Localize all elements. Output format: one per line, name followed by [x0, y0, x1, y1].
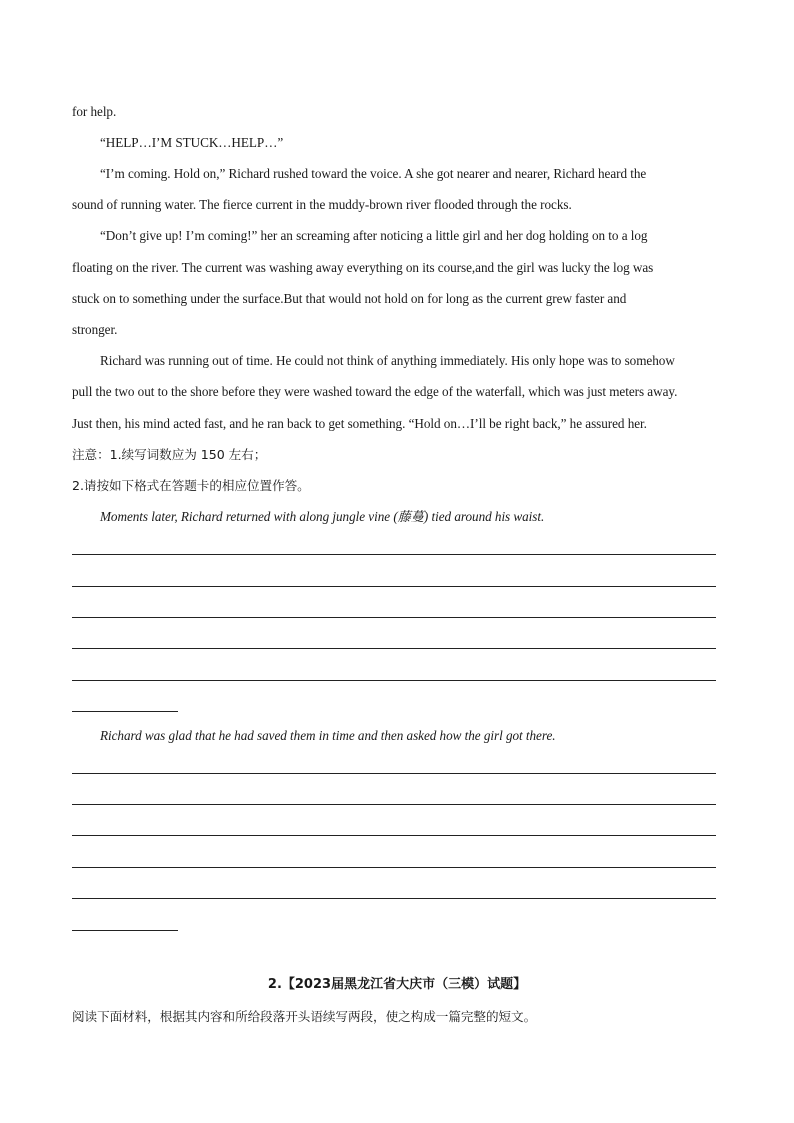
note-answer-format: 2.请按如下格式在答题卡的相应位置作答。: [72, 478, 310, 493]
answer-line: [72, 898, 716, 899]
story-text-line: sound of running water. The fierce current in the muddy-brown river flooded through the rocks.: [72, 197, 572, 212]
story-text-line: stuck on to something under the surface.But that would not hold on for long as the current grew faster and: [72, 291, 627, 306]
story-text-line: stronger.: [72, 322, 118, 337]
story-text-line: Just then, his mind acted fast, and he ran back to get something. “Hold on…I’ll be right back,” he assured her.: [72, 416, 647, 431]
answer-line: [72, 586, 716, 587]
story-text-line: pull the two out to the shore before they were washed toward the edge of the waterfall, which was just meters away.: [72, 384, 678, 399]
answer-line: [72, 617, 716, 618]
answer-line-short: [72, 930, 178, 931]
paragraph-2-opening: Richard was glad that he had saved them in time and then asked how the girl got there.: [100, 728, 556, 743]
answer-line: [72, 554, 716, 555]
answer-line: [72, 867, 716, 868]
answer-line: [72, 804, 716, 805]
story-text-line: “I’m coming. Hold on,” Richard rushed toward the voice. A she got nearer and nearer, Richard heard the: [100, 166, 647, 181]
story-text-line: “HELP…I’M STUCK…HELP…”: [100, 135, 284, 150]
answer-line: [72, 648, 716, 649]
answer-line: [72, 835, 716, 836]
answer-line: [72, 680, 716, 681]
story-text-line: for help.: [72, 104, 117, 119]
question-2-heading: 2.【2023届黑龙江省大庆市（三模）试题】: [267, 977, 527, 992]
story-text-line: Richard was running out of time. He could not think of anything immediately. His only hope was to somehow: [100, 353, 675, 368]
note-word-count: 注意：1.续写词数应为 150 左右；: [72, 447, 267, 462]
question-2-instruction: 阅读下面材料，根据其内容和所给段落开头语续写两段，使之构成一篇完整的短文。: [72, 1009, 537, 1024]
paragraph-1-opening: Moments later, Richard returned with along jungle vine (藤蔓) tied around his waist.: [100, 509, 545, 524]
answer-line-short: [72, 711, 178, 712]
story-text-line: floating on the river. The current was washing away everything on its course,and the girl was lucky the log was: [72, 260, 654, 275]
answer-line: [72, 773, 716, 774]
story-text-line: “Don’t give up! I’m coming!” her an screaming after noticing a little girl and her dog holding on to a log: [100, 228, 648, 243]
